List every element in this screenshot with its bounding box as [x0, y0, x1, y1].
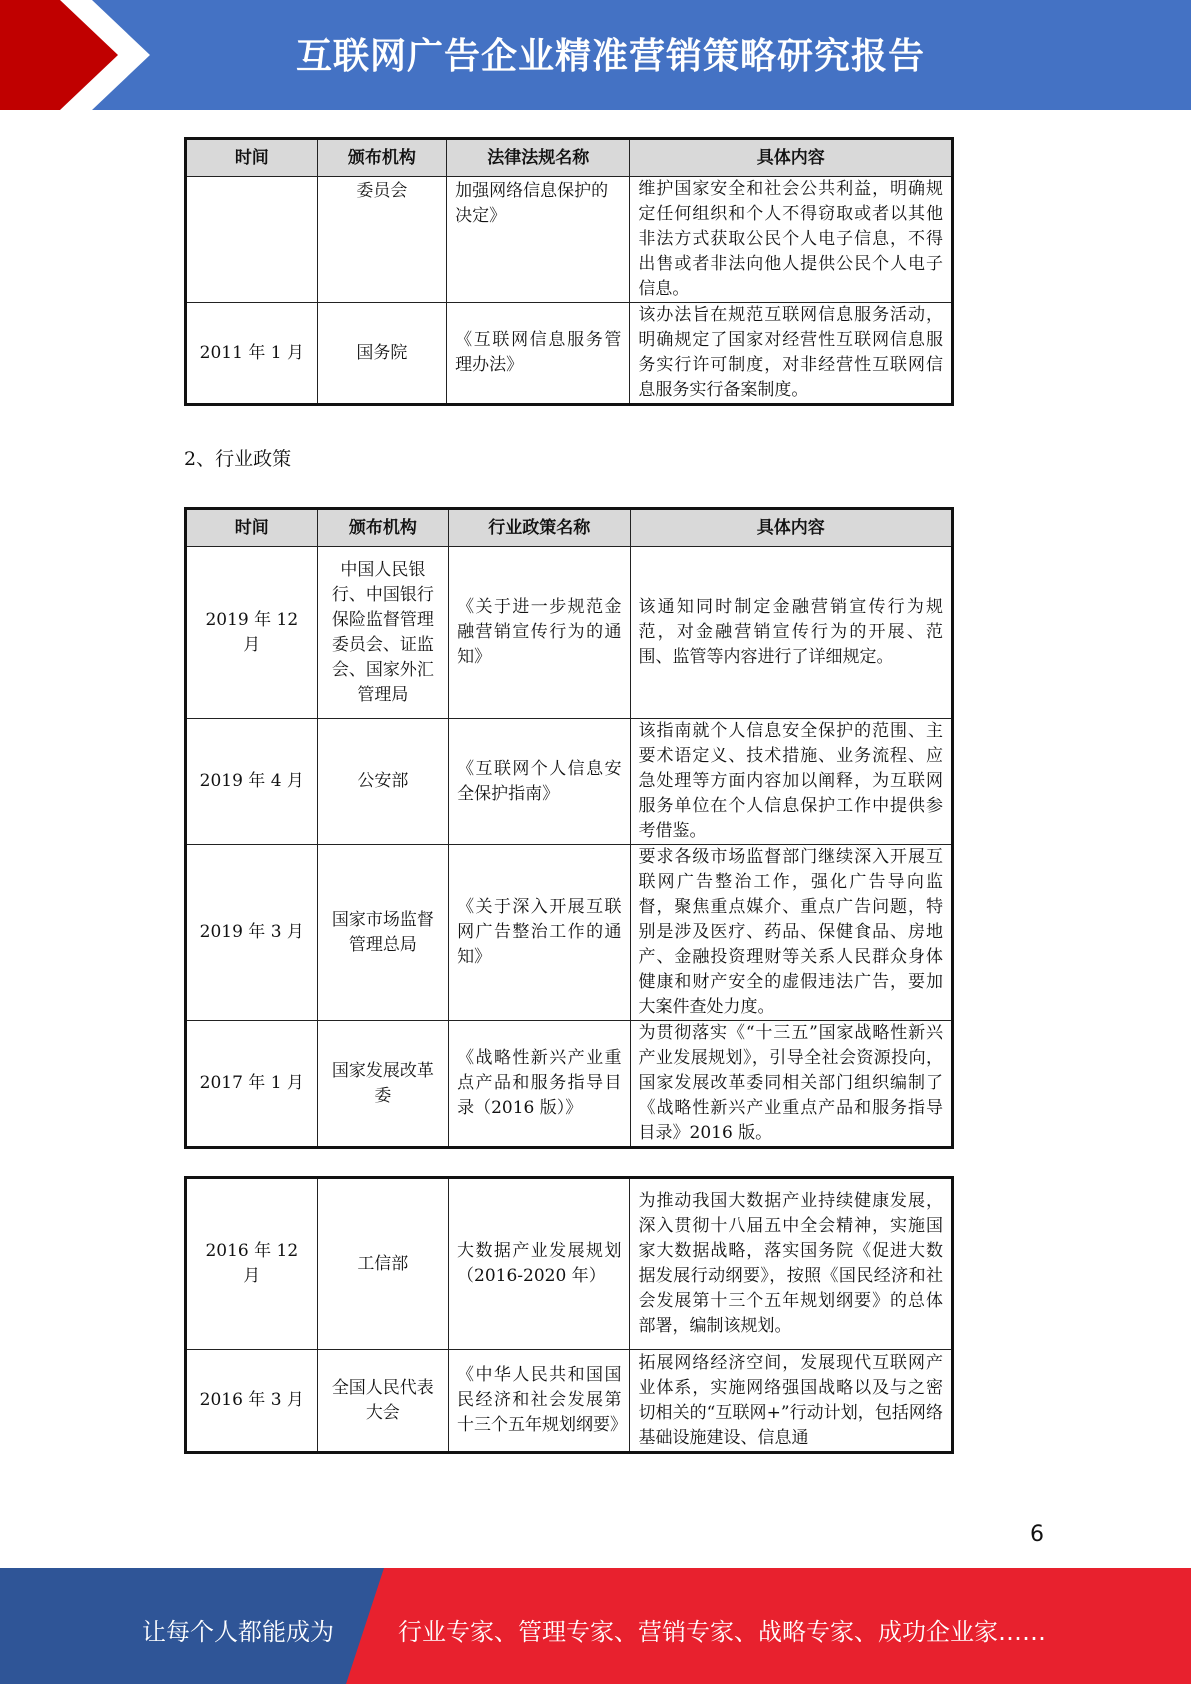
page-header: [0, 0, 1191, 110]
industry-policy-table: [184, 507, 954, 1149]
laws-table: [184, 137, 954, 406]
time-cell: 2019 年 4 月: [186, 719, 318, 845]
table-row: [186, 547, 953, 719]
content-cell: 要求各级市场监督部门继续深入开展互联网广告整治工作，强化广告导向监督，聚焦重点媒介、重点广告问题，特别是涉及医疗、药品、保健食品、房地产、金融投资理财等关系人民群众身体健康和财产安全的虚假违法广告，要加大案件查处力度。: [630, 845, 953, 1021]
table-row: [186, 1350, 953, 1453]
footer-slogan-right: 行业专家、管理专家、营销专家、战略专家、成功企业家……: [398, 1618, 1046, 1646]
header-cell: 颁布机构: [317, 139, 446, 177]
agency-cell: 中国人民银行、中国银行保险监督管理委员会、证监会、国家外汇管理局: [317, 547, 449, 719]
time-cell: 2019 年 12 月: [186, 547, 318, 719]
agency-cell: 全国人民代表大会: [317, 1350, 448, 1453]
header-cell: 具体内容: [630, 509, 953, 547]
table-row: [186, 845, 953, 1021]
header-cell: 行业政策名称: [449, 509, 630, 547]
time-cell: 2016 年 12 月: [186, 1178, 318, 1350]
time-cell: [186, 177, 318, 303]
agency-cell: 国家发展改革委: [317, 1021, 449, 1148]
name-cell: 《关于深入开展互联网广告整治工作的通知》: [449, 845, 630, 1021]
content-cell: 为贯彻落实《“十三五”国家战略性新兴产业发展规划》，引导全社会资源投向，国家发展改革委同相关部门组织编制了《战略性新兴产业重点产品和服务指导目录》2016 版。: [630, 1021, 953, 1148]
time-cell: 2011 年 1 月: [186, 303, 318, 405]
footer-slogan-left: 让每个人都能成为: [142, 1618, 334, 1646]
name-cell: 《关于进一步规范金融营销宣传行为的通知》: [449, 547, 630, 719]
table-row: [186, 1021, 953, 1148]
page-number: 6: [1030, 1522, 1044, 1547]
time-cell: 2016 年 3 月: [186, 1350, 318, 1453]
agency-cell: 国家市场监督管理总局: [317, 845, 449, 1021]
page-footer: [0, 1568, 1191, 1684]
agency-cell: 国务院: [317, 303, 446, 405]
header-cell: 法律法规名称: [447, 139, 630, 177]
table-row: [186, 1178, 953, 1350]
content-cell: 拓展网络经济空间，发展现代互联网产业体系，实施网络强国战略以及与之密切相关的“互联网+”行动计划，包括网络基础设施建设、信息通: [630, 1350, 953, 1453]
table-row: [186, 177, 953, 303]
time-cell: 2019 年 3 月: [186, 845, 318, 1021]
content-cell: 该办法旨在规范互联网信息服务活动，明确规定了国家对经营性互联网信息服务实行许可制度，对非经营性互联网信息服务实行备案制度。: [630, 303, 953, 405]
content-cell: 该通知同时制定金融营销宣传行为规范，对金融营销宣传行为的开展、范围、监管等内容进行了详细规定。: [630, 547, 953, 719]
content-cell: 该指南就个人信息安全保护的范围、主要术语定义、技术措施、业务流程、应急处理等方面内容加以阐释，为互联网服务单位在个人信息保护工作中提供参考借鉴。: [630, 719, 953, 845]
table-row: [186, 719, 953, 845]
agency-cell: 委员会: [317, 177, 446, 303]
section-heading: 2、行业政策: [184, 448, 292, 470]
name-cell: 《互联网个人信息安全保护指南》: [449, 719, 630, 845]
content-cell: 维护国家安全和社会公共利益，明确规定任何组织和个人不得窃取或者以其他非法方式获取公民个人电子信息，不得出售或者非法向他人提供公民个人电子信息。: [630, 177, 953, 303]
name-cell: 《战略性新兴产业重点产品和服务指导目录（2016 版）》: [449, 1021, 630, 1148]
name-cell: 加强网络信息保护的决定》: [447, 177, 630, 303]
industry-policy-table-continued: [184, 1176, 954, 1454]
header-cell: 具体内容: [630, 139, 953, 177]
table-row: [186, 303, 953, 405]
table-header-row: [186, 509, 953, 547]
header-cell: 时间: [186, 139, 318, 177]
report-title: 互联网广告企业精准营销策略研究报告: [295, 36, 925, 77]
name-cell: 大数据产业发展规划（2016-2020 年）: [449, 1178, 630, 1350]
table-header-row: [186, 139, 953, 177]
name-cell: 《互联网信息服务管理办法》: [447, 303, 630, 405]
content-cell: 为推动我国大数据产业持续健康发展，深入贯彻十八届五中全会精神，实施国家大数据战略，落实国务院《促进大数据发展行动纲要》，按照《国民经济和社会发展第十三个五年规划纲要》的总体部署，编制该规划。: [630, 1178, 953, 1350]
time-cell: 2017 年 1 月: [186, 1021, 318, 1148]
agency-cell: 公安部: [317, 719, 449, 845]
name-cell: 《中华人民共和国国民经济和社会发展第十三个五年规划纲要》: [449, 1350, 630, 1453]
header-cell: 颁布机构: [317, 509, 449, 547]
header-cell: 时间: [186, 509, 318, 547]
agency-cell: 工信部: [317, 1178, 448, 1350]
